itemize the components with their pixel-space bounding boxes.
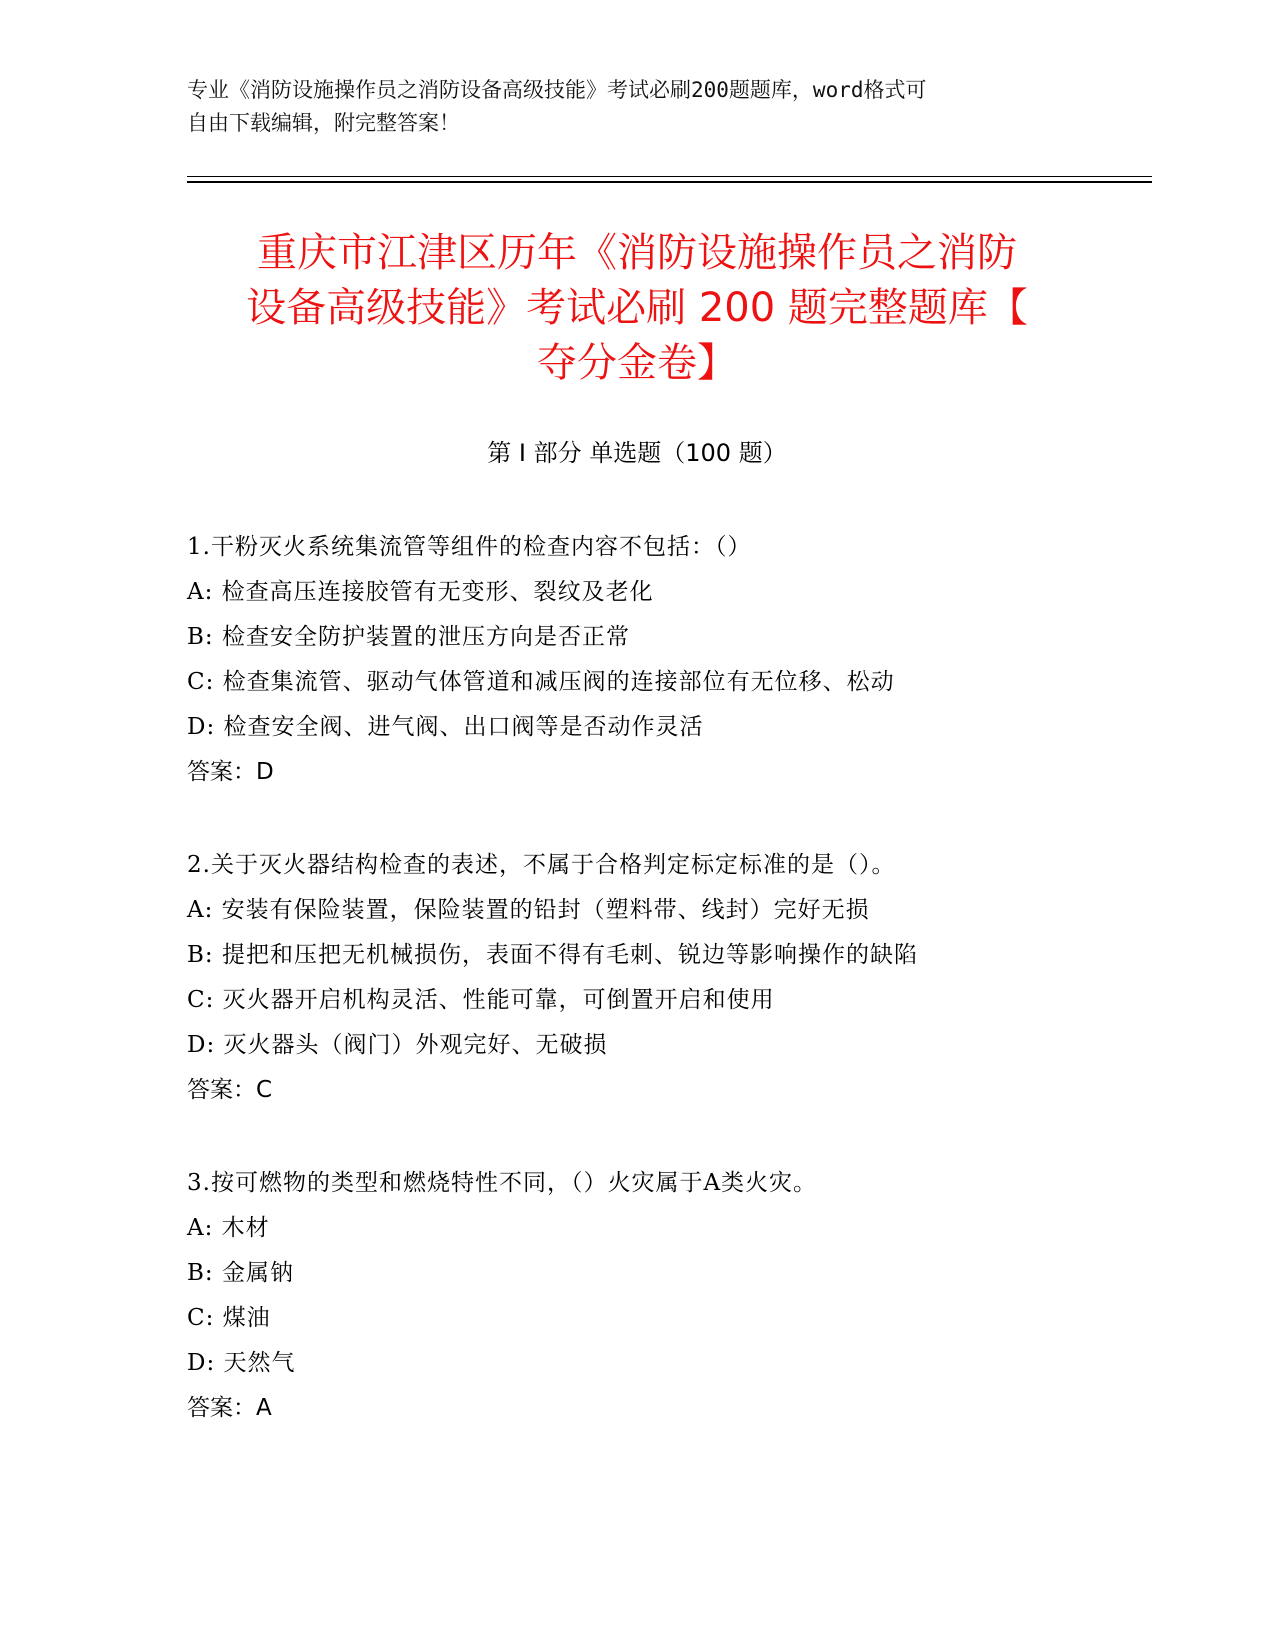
header-rule-thick: [187, 181, 1152, 183]
option-c: C: 煤油: [187, 1305, 271, 1331]
header-note: [187, 74, 1087, 140]
question-stem: 2.关于灭火器结构检查的表述，不属于合格判定标定标准的是（）。: [187, 852, 896, 878]
section-title: 第 I 部分 单选题（100 题）: [487, 439, 787, 467]
question-3: [187, 1161, 1087, 1431]
header-note-line-2: 自由下载编辑，附完整答案！: [187, 111, 460, 135]
question-stem: 3.按可燃物的类型和燃烧特性不同，（）火灾属于A类火灾。: [187, 1170, 818, 1196]
title-line-1: 重庆市江津区历年《消防设施操作员之消防: [257, 230, 1017, 276]
option-d: D: 灭火器头（阀门）外观完好、无破损: [187, 1032, 608, 1058]
answer: 答案：D: [187, 759, 274, 785]
option-a: A: 木材: [187, 1215, 270, 1241]
option-d: D: 天然气: [187, 1350, 296, 1376]
title-line-3: 夺分金卷】: [537, 340, 737, 386]
option-b: B: 提把和压把无机械损伤，表面不得有毛刺、锐边等影响操作的缺陷: [187, 942, 918, 968]
document-title: [187, 226, 1087, 391]
option-c: C: 检查集流管、驱动气体管道和减压阀的连接部位有无位移、松动: [187, 669, 895, 695]
question-stem: 1.干粉灭火系统集流管等组件的检查内容不包括：（）: [187, 534, 752, 560]
question-2: [187, 843, 1087, 1113]
option-d: D: 检查安全阀、进气阀、出口阀等是否动作灵活: [187, 714, 704, 740]
option-b: B: 金属钠: [187, 1260, 294, 1286]
answer: 答案：A: [187, 1395, 272, 1421]
title-line-2: 设备高级技能》考试必刷 200 题完整题库【: [246, 285, 1028, 331]
question-1: [187, 525, 1087, 795]
option-a: A: 检查高压连接胶管有无变形、裂纹及老化: [187, 579, 654, 605]
option-b: B: 检查安全防护装置的泄压方向是否正常: [187, 624, 630, 650]
option-a: A: 安装有保险装置，保险装置的铅封（塑料带、线封）完好无损: [187, 897, 870, 923]
header-rule-thin: [187, 176, 1152, 177]
header-note-line-1: 专业《消防设施操作员之消防设备高级技能》考试必刷200题题库，word格式可: [187, 78, 927, 102]
answer: 答案：C: [187, 1077, 273, 1103]
option-c: C: 灭火器开启机构灵活、性能可靠，可倒置开启和使用: [187, 987, 775, 1013]
